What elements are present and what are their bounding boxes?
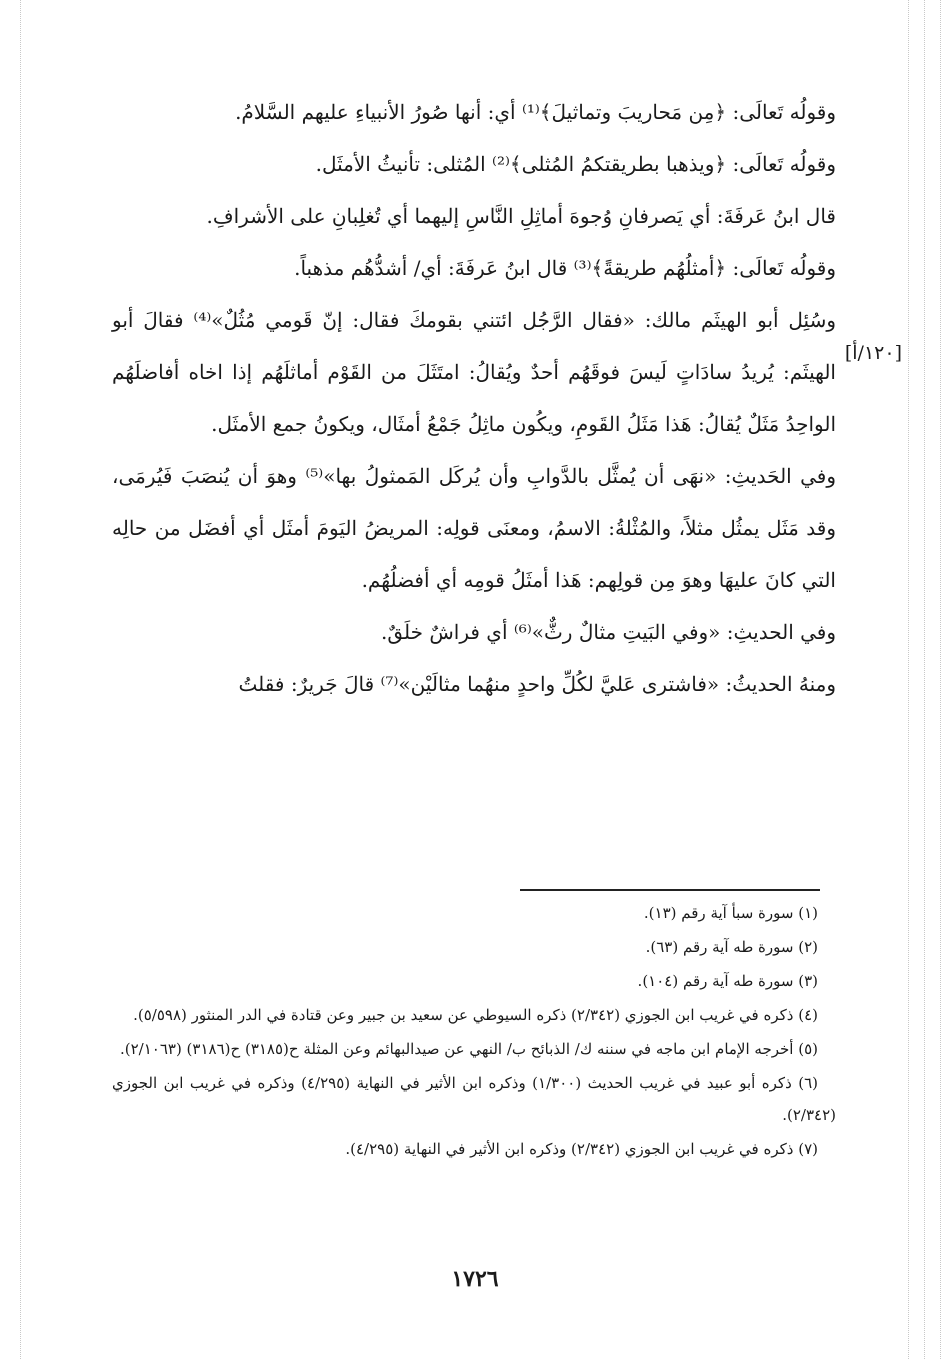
paragraph: وقولُه تَعالَى: ﴿أمثلُهُم طريقةً﴾⁽³⁾ قال ابنُ عَرفَةَ: أي/ أشدُّهُم مذهباً.	[294, 256, 836, 280]
paragraph: وقولُه تَعالَى: ﴿ويذهبا بطريقتكمُ المُثلى﴾⁽²⁾ المُثلى: تأنيثُ الأمثَل.	[315, 152, 836, 176]
paragraph: وفي الحديثِ: «وفي البَيتِ مثالٌ رثٌّ»⁽⁶⁾ أي فراشٌ خلَقٌ.	[381, 620, 836, 644]
margin-folio-reference: [١٢٠/أ]	[844, 342, 902, 364]
footnotes	[112, 897, 836, 1167]
footnote-separator	[520, 889, 820, 891]
scan-guide-line	[908, 0, 909, 1359]
scan-guide-line	[940, 0, 941, 1359]
footnote: (٤) ذكره في غريب ابن الجوزي (٢/٣٤٢) ذكره السيوطي عن سعيد بن جبير وعن قتادة في الدر المنثور (٥/٥٩٨).	[133, 1006, 818, 1024]
paragraph: وقولُه تَعالَى: ﴿مِن مَحاريبَ وتماثيلَ﴾⁽¹⁾ أي: أنها صُورُ الأنبياءِ عليهم السَّلامُ.	[235, 100, 836, 124]
paragraph: وسُئِل أبو الهيثَم مالك: «فقال الرَّجُل ائتني بقومكَ فقال: إنّ قَومي مُثُلٌ»⁽⁴⁾ فقالَ أبو الهيثَم: يُريدُ سادَاتٍ لَيسَ فوقَهُم أحدٌ ويُقالُ: امتَثَلَ من القَوْم أماثلَهُم إذا اخاه أفاضلَهُم الواحِدُ مَثَلٌ يُقالُ: هَذا مَثَلُ القَومِ، ويكُون ماثِلُ جَمْعُ أمثَال، ويكونُ جمع الأمثَل.	[112, 308, 837, 436]
paragraph: قال ابنُ عَرفَةَ: أي يَصرفانِ وُجوهَ أماثِلِ النَّاسِ إليهما أي تُغلِبانِ على الأشرافِ.	[206, 204, 836, 228]
paragraph: ومنهُ الحديثُ: «فاشترى عَليَّ لكُلِّ واحدٍ منهُما مثالَيْن»⁽⁷⁾ قالَ جَريرٌ: فقلتُ	[238, 672, 836, 696]
paragraph: وفي الحَديثِ: «نهَى أن يُمثَّل بالدَّوابِ وأن يُركَل المَمثولُ بها»⁽⁵⁾ وهوَ أن يُنصَبَ فَيُرمَى، وقد مَثَل يمثُل مثلاً، والمُثْلةُ: الاسمُ، ومعنَى قولِه: المريضُ اليَومَ أمثَل أي أفضَل من حالِه التي كانَ عليهَا وهوَ مِن قولِهم: هَذا أمثَلُ قومِه أي أفضلُهُم.	[112, 464, 836, 592]
footnote: (٥) أخرجه الإمام ابن ماجه في سننه ك/ الذبائح ب/ النهي عن صيدالبهائم وعن المثلة ح(٣١٨٥) ح(٣١٨٦) (٢/١٠٦٣).	[119, 1040, 818, 1058]
footnote: (١) سورة سبأ آية رقم (١٣).	[643, 904, 818, 922]
footnote: (٢) سورة طه آية رقم (٦٣).	[645, 938, 818, 956]
footnote: (٧) ذكره في غريب ابن الجوزي (٢/٣٤٢) وذكره ابن الأثير في النهاية (٤/٢٩٥).	[345, 1140, 818, 1158]
page-number: ١٧٢٦	[451, 1266, 499, 1292]
main-text	[112, 86, 836, 710]
footnote: (٣) سورة طه آية رقم (١٠٤).	[637, 972, 818, 990]
scan-guide-line	[924, 0, 925, 1359]
scan-guide-line	[20, 0, 21, 1359]
footnote: (٦) ذكره أبو عبيد في غريب الحديث (١/٣٠٠) وذكره ابن الأثير في النهاية (٤/٢٩٥) وذكره في غريب ابن الجوزي (٢/٣٤٢).	[112, 1074, 836, 1124]
